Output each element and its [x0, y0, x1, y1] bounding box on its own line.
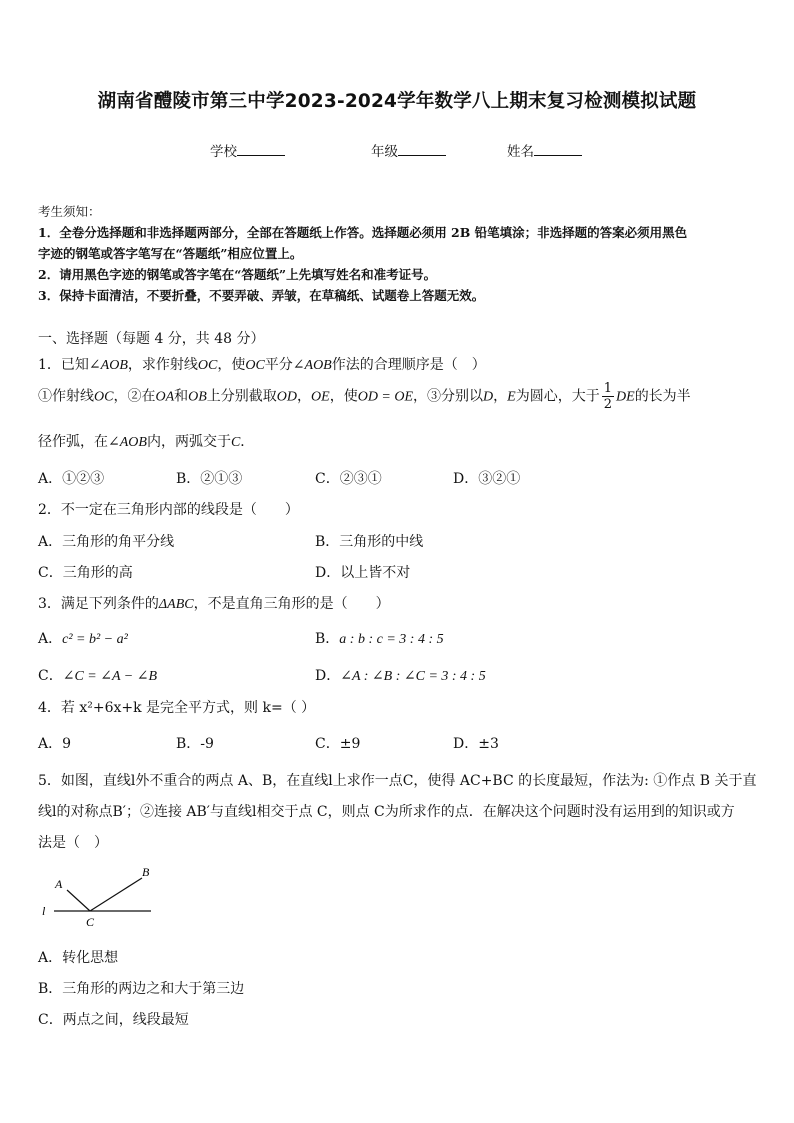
- school-label: 学校: [210, 144, 237, 160]
- point-c-label: C: [86, 915, 95, 929]
- q1-text: 上分别截取: [206, 388, 277, 405]
- q1-math: ∠AOB: [88, 358, 128, 373]
- q1-text: 内，两弧交于: [146, 434, 231, 450]
- q1-text: ，③分别以: [413, 388, 484, 405]
- q1-math: D: [483, 389, 494, 405]
- fraction-numerator: 1: [603, 381, 613, 396]
- option-label: D．: [315, 668, 341, 684]
- fraction-one-half: [602, 382, 614, 411]
- q1-steps-line1: [38, 382, 691, 411]
- school-blank: [237, 143, 285, 156]
- q2-option-b[interactable]: B．三角形的中线: [315, 534, 424, 550]
- q5-option-b[interactable]: B．三角形的两边之和大于第三边: [38, 981, 245, 997]
- q1-text: ，: [297, 388, 312, 405]
- notice-heading: 考生须知：: [38, 204, 101, 219]
- q1-math: ∠AOB: [292, 358, 332, 373]
- option-label: A．: [38, 631, 63, 647]
- q3-text: ，不是直角三角形的是（ ）: [193, 596, 390, 612]
- q4-option-a[interactable]: A．9: [38, 736, 72, 752]
- q1-text: ，: [493, 388, 508, 405]
- q4-stem: 4．若 x²+6x+k 是完全平方式，则 k=（ ）: [38, 700, 316, 716]
- point-b-label: B: [142, 865, 150, 879]
- fraction-denominator: 2: [603, 397, 613, 412]
- option-math: a : b : c = 3 : 4 : 5: [339, 632, 444, 647]
- q1-stem: [38, 354, 486, 374]
- q4-option-c[interactable]: C．±9: [315, 736, 361, 752]
- q1-text: ，使: [329, 388, 358, 405]
- section-heading: 一、选择题（每题 4 分，共 48 分）: [38, 331, 265, 347]
- q1-math: OA: [155, 389, 175, 405]
- option-label: B．: [315, 631, 340, 647]
- name-blank: [534, 143, 582, 156]
- q3-option-b[interactable]: [315, 628, 444, 648]
- q1-text: 为圆心，大于: [515, 388, 600, 405]
- grade-label: 年级: [371, 144, 398, 160]
- notice-item1-line1: 1．全卷分选择题和非选择题两部分，全部在答题纸上作答。选择题必须用 2B 铅笔填涂；非选择题的答案必须用黑色: [38, 225, 688, 240]
- q1-text: 作法的合理顺序是（ ）: [331, 357, 486, 373]
- option-math: c² = b² − a²: [62, 632, 128, 647]
- q1-math: OB: [188, 389, 207, 405]
- option-math: ∠C = ∠A − ∠B: [62, 669, 157, 684]
- q1-math: OC: [245, 358, 265, 373]
- q3-text: 3．满足下列条件的: [38, 596, 159, 612]
- school-field: [210, 140, 285, 160]
- q3-option-a[interactable]: [38, 628, 128, 648]
- q1-math: OD: [276, 389, 298, 405]
- q1-text: ，求作射线: [127, 357, 198, 373]
- option-label: C．: [38, 668, 63, 684]
- q5-stem-line1: 5．如图，直线l外不重合的两点 A、B，在直线l上求作一点C，使得 AC+BC 的长度最短，作法为: ①作点 B 关于直: [38, 773, 757, 789]
- notice-item1-line2: 字迹的钢笔或答字笔写在“答题纸”相应位置上。: [38, 246, 303, 261]
- q1-text: 平分: [264, 357, 293, 373]
- notice-item2: 2．请用黑色字迹的钢笔或答字笔在“答题纸”上先填写姓名和准考证号。: [38, 267, 437, 282]
- q3-option-d[interactable]: [315, 665, 486, 685]
- q2-option-d[interactable]: D．以上皆不对: [315, 565, 411, 581]
- q1-text: 1．已知: [38, 357, 89, 373]
- q1-math: E: [507, 389, 516, 405]
- q1-math: OE: [311, 389, 330, 405]
- q1-steps-line2: [38, 431, 254, 451]
- q3-stem: [38, 593, 390, 613]
- q4-option-b[interactable]: B．-9: [176, 736, 214, 752]
- q1-option-b[interactable]: B．②①③: [176, 471, 243, 487]
- q1-math: DE: [616, 389, 635, 405]
- point-a-label: A: [55, 877, 63, 891]
- q5-stem-line3: 法是（ ）: [38, 835, 108, 851]
- q1-option-a[interactable]: A．①②③: [38, 471, 105, 487]
- q5-stem-line2: 线l的对称点B′；②连接 AB′与直线l相交于点 C，则点 C为所求作的点．在解决这个问题时没有运用到的知识或方: [38, 804, 735, 820]
- segment-cb: [90, 878, 142, 911]
- grade-blank: [398, 143, 446, 156]
- q1-option-c[interactable]: C．②③①: [315, 471, 382, 487]
- q1-text: ．: [240, 434, 255, 450]
- grade-field: [371, 140, 446, 160]
- name-label: 姓名: [507, 144, 534, 160]
- page-title: 湖南省醴陵市第三中学2023-2024学年数学八上期末复习检测模拟试题: [97, 91, 697, 112]
- q1-option-d[interactable]: D．③②①: [453, 471, 521, 487]
- q1-math: ∠AOB: [108, 435, 147, 450]
- q1-text: ①作射线: [38, 388, 94, 405]
- q1-text: ，使: [217, 357, 246, 373]
- q1-math: C: [230, 435, 241, 450]
- line-l-label: l: [42, 904, 46, 918]
- q4-option-d[interactable]: D．±3: [453, 736, 499, 752]
- q1-math: OD = OE: [357, 389, 414, 405]
- q5-figure: [40, 862, 160, 934]
- q2-option-c[interactable]: C．三角形的高: [38, 565, 133, 581]
- q2-stem: 2．不一定在三角形内部的线段是（ ）: [38, 502, 299, 518]
- q1-text: ，②在: [113, 388, 156, 405]
- q5-option-a[interactable]: A．转化思想: [38, 950, 119, 966]
- name-field: [507, 140, 582, 160]
- notice-item3: 3．保持卡面清洁，不要折叠，不要弄破、弄皱，在草稿纸、试题卷上答题无效。: [38, 288, 485, 303]
- q1-text: 的长为半: [634, 388, 691, 405]
- q5-option-c[interactable]: C．两点之间，线段最短: [38, 1012, 189, 1028]
- q1-text: 和: [174, 388, 189, 405]
- q1-math: OC: [94, 389, 114, 405]
- option-math: ∠A : ∠B : ∠C = 3 : 4 : 5: [340, 669, 486, 684]
- q3-option-c[interactable]: [38, 665, 157, 685]
- q1-text: 径作弧，在: [38, 434, 108, 450]
- q1-math: OC: [197, 358, 218, 373]
- segment-ac: [67, 890, 90, 911]
- q3-math: ΔABC: [158, 597, 194, 612]
- q2-option-a[interactable]: A．三角形的角平分线: [38, 534, 175, 550]
